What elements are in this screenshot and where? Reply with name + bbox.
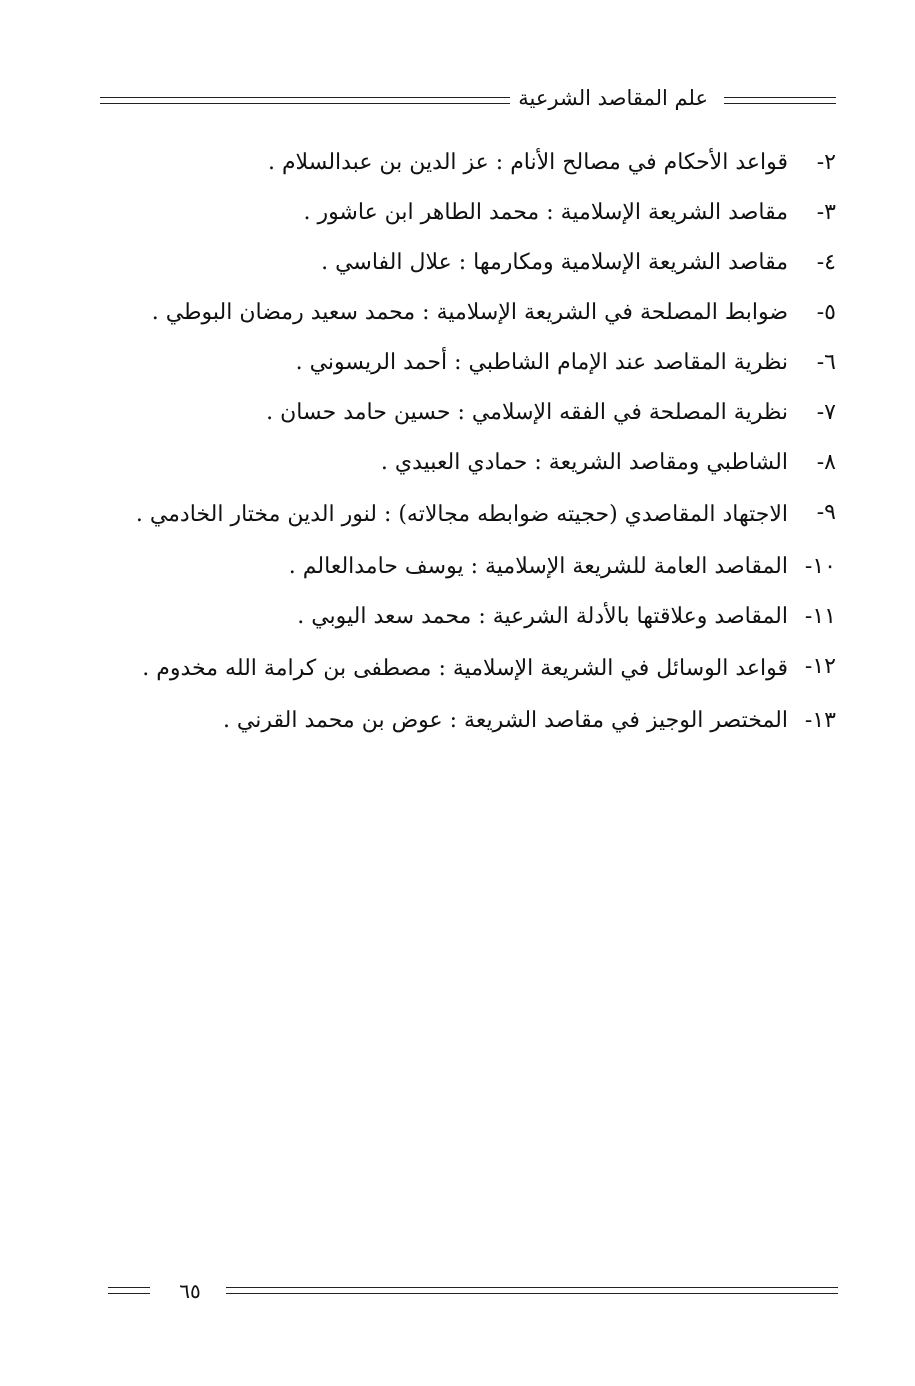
item-text: ضوابط المصلحة في الشريعة الإسلامية : محمد سعيد رمضان البوطي .	[151, 300, 788, 325]
item-number: ٣-	[816, 200, 836, 225]
item-number: ٥-	[816, 300, 836, 325]
list-item	[100, 288, 836, 338]
item-number: ١٣-	[804, 708, 836, 733]
item-number: ١١-	[804, 604, 836, 629]
item-number: ٢-	[816, 150, 836, 175]
item-number: ٨-	[816, 450, 836, 475]
item-text: نظرية المصلحة في الفقه الإسلامي : حسين حامد حسان .	[266, 400, 788, 425]
item-text: مقاصد الشريعة الإسلامية ومكارمها : علال الفاسي .	[321, 250, 788, 275]
list-item	[100, 642, 836, 696]
list-item	[100, 188, 836, 238]
item-number: ٤-	[816, 250, 836, 275]
footer-rule-right	[226, 1287, 838, 1294]
list-item	[100, 488, 836, 542]
references-list	[100, 138, 836, 746]
item-text: المقاصد العامة للشريعة الإسلامية : يوسف حامدالعالم .	[288, 554, 788, 579]
item-number: ٧-	[816, 400, 836, 425]
item-text: قواعد الأحكام في مصالح الأنام : عز الدين بن عبدالسلام .	[267, 150, 788, 175]
footer-rule-left	[108, 1287, 150, 1294]
item-text: الشاطبي ومقاصد الشريعة : حمادي العبيدي .	[380, 450, 788, 475]
list-item	[100, 388, 836, 438]
item-number: ٩-	[816, 500, 836, 525]
list-item	[100, 592, 836, 642]
item-number: ١٠-	[804, 554, 836, 579]
list-item	[100, 696, 836, 746]
list-item	[100, 238, 836, 288]
running-header	[100, 84, 836, 114]
item-text: مقاصد الشريعة الإسلامية : محمد الطاهر ابن عاشور .	[303, 200, 788, 225]
page-number: ٦٥	[179, 1279, 201, 1303]
list-item	[100, 138, 836, 188]
header-rule-right	[724, 97, 836, 104]
item-text: قواعد الوسائل في الشريعة الإسلامية : مصطفى بن كرامة الله مخدوم .	[142, 656, 788, 681]
item-text: الاجتهاد المقاصدي (حجيته ضوابطه مجالاته) : لنور الدين مختار الخادمي .	[135, 502, 788, 527]
header-title: علم المقاصد الشرعية	[510, 84, 716, 112]
item-number: ١٢-	[804, 654, 836, 679]
list-item	[100, 542, 836, 592]
page-footer	[100, 1279, 836, 1305]
list-item	[100, 438, 836, 488]
item-number: ٦-	[816, 350, 836, 375]
list-item	[100, 338, 836, 388]
item-text: المختصر الوجيز في مقاصد الشريعة : عوض بن محمد القرني .	[222, 708, 788, 733]
item-text: نظرية المقاصد عند الإمام الشاطبي : أحمد الريسوني .	[295, 350, 788, 375]
header-rule-left	[100, 97, 535, 104]
item-text: المقاصد وعلاقتها بالأدلة الشرعية : محمد سعد اليوبي .	[297, 604, 788, 629]
